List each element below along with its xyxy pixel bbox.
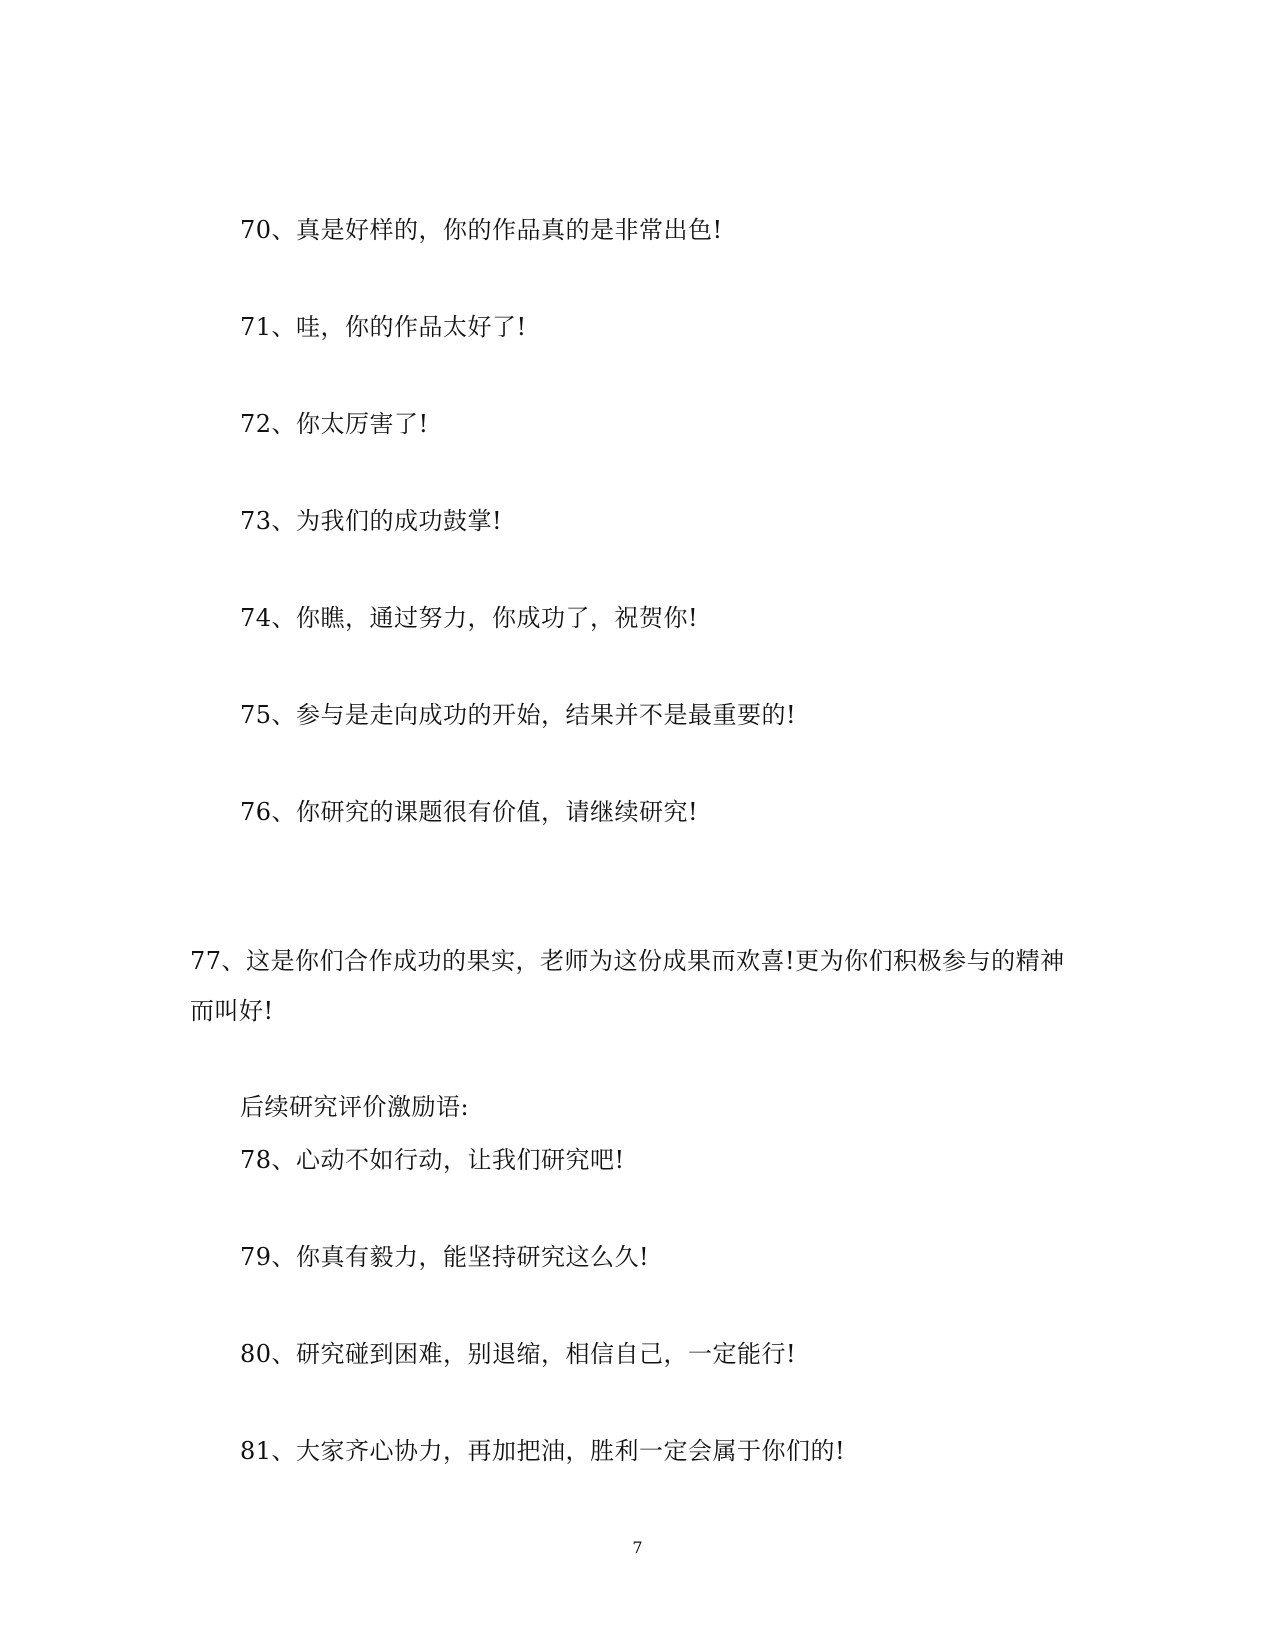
list-item: 80、研究碰到困难，别退缩，相信自己，一定能行! [240,1340,797,1368]
section-heading: 后续研究评价激励语: [240,1093,470,1121]
list-item: 70、真是好样的，你的作品真的是非常出色! [240,216,723,244]
list-item: 72、你太厉害了! [240,410,429,438]
list-item: 81、大家齐心协力，再加把油，胜利一定会属于你们的! [240,1437,846,1465]
list-item: 75、参与是走向成功的开始，结果并不是最重要的! [240,701,797,729]
list-item: 78、心动不如行动，让我们研究吧! [240,1146,625,1174]
paragraph-77-line-2: 而叫好! [190,997,274,1025]
list-item: 79、你真有毅力，能坚持研究这么久! [240,1243,650,1271]
list-item: 73、为我们的成功鼓掌! [240,507,503,535]
paragraph-77-line-1: 77、这是你们合作成功的果实，老师为这份成果而欢喜!更为你们积极参与的精神 [190,947,1065,975]
list-item: 74、你瞧，通过努力，你成功了，祝贺你! [240,604,699,632]
list-item: 71、哇，你的作品太好了! [240,313,527,341]
page-number: 7 [632,1538,643,1557]
list-item: 76、你研究的课题很有价值，请继续研究! [240,798,699,826]
